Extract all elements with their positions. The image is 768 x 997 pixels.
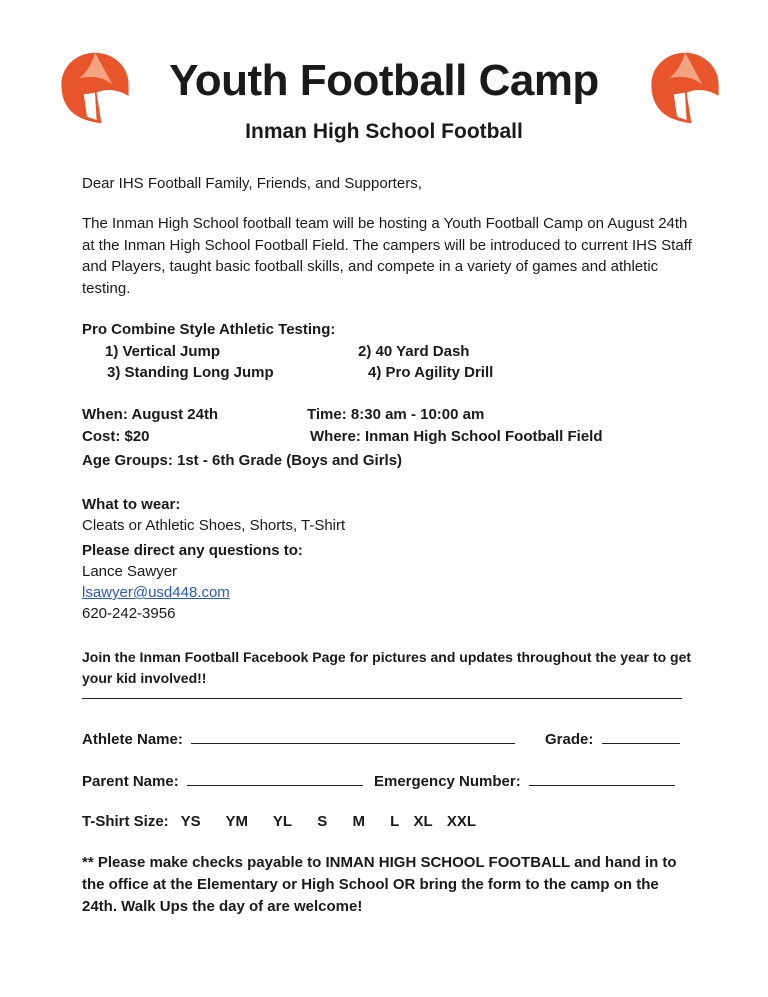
page-subtitle: Inman High School Football	[245, 120, 523, 143]
cost-detail: Cost: $20	[82, 428, 150, 445]
size-option-m[interactable]: M	[352, 813, 365, 830]
wear-heading: What to wear:	[82, 496, 181, 513]
contact-phone: 620-242-3956	[82, 605, 176, 622]
testing-item-3: 3) Standing Long Jump	[107, 364, 274, 381]
grade-blank[interactable]	[602, 729, 680, 744]
size-option-ys[interactable]: YS	[180, 813, 201, 830]
contact-name: Lance Sawyer	[82, 563, 178, 580]
grade-label: Grade:	[545, 731, 594, 748]
athlete-name-label: Athlete Name:	[82, 731, 183, 748]
greeting: Dear IHS Football Family, Friends, and Supporters,	[82, 175, 422, 192]
page-title: Youth Football Camp	[169, 56, 599, 105]
testing-item-1: 1) Vertical Jump	[105, 343, 221, 360]
parent-name-blank[interactable]	[187, 771, 363, 786]
size-option-xl[interactable]: XL	[413, 813, 433, 830]
parent-name-field[interactable]	[82, 771, 363, 790]
form-divider	[82, 698, 682, 699]
size-option-l[interactable]: L	[390, 813, 400, 830]
size-option-yl[interactable]: YL	[272, 813, 293, 830]
intro-paragraph: The Inman High School football team will be hosting a Youth Football Camp on August 24th at the Inman High School Football Field. The campers will be introduced to current IHS Staff and Players, taught basic football skills, and compete in a variety of games and athletic testing.	[82, 215, 692, 297]
payment-notice: ** Please make checks payable to INMAN HIGH SCHOOL FOOTBALL and hand in to the office at the Elementary or High School OR bring the form to the camp on the 24th. Walk Ups the day of are welcome!	[82, 854, 677, 915]
facebook-note: Join the Inman Football Facebook Page for pictures and updates throughout the year to get your kid involved!!	[82, 649, 692, 686]
athlete-name-blank[interactable]	[191, 729, 515, 744]
contact-heading: Please direct any questions to:	[82, 542, 303, 559]
time-detail: Time: 8:30 am - 10:00 am	[307, 406, 485, 423]
emergency-number-label: Emergency Number:	[374, 773, 521, 790]
contact-email-link[interactable]: lsawyer@usd448.com	[82, 584, 230, 601]
emergency-number-blank[interactable]	[529, 771, 675, 786]
testing-item-2: 2) 40 Yard Dash	[358, 343, 470, 360]
where-detail: Where: Inman High School Football Field	[310, 428, 603, 445]
size-option-s[interactable]: S	[317, 813, 328, 830]
testing-item-4: 4) Pro Agility Drill	[368, 364, 494, 381]
athlete-name-field[interactable]	[82, 729, 515, 748]
tshirt-size-label: T-Shirt Size:	[82, 813, 169, 830]
emergency-number-field[interactable]	[374, 771, 675, 790]
age-groups-detail: Age Groups: 1st - 6th Grade (Boys and Girls)	[82, 452, 403, 469]
size-option-ym[interactable]: YM	[225, 813, 249, 830]
parent-name-label: Parent Name:	[82, 773, 179, 790]
grade-field[interactable]	[545, 729, 680, 748]
when-detail: When: August 24th	[82, 406, 219, 423]
testing-heading: Pro Combine Style Athletic Testing:	[82, 321, 336, 338]
size-option-xxl[interactable]: XXL	[446, 813, 476, 830]
tshirt-size-row	[82, 813, 497, 830]
wear-text: Cleats or Athletic Shoes, Shorts, T-Shirt	[82, 517, 346, 534]
